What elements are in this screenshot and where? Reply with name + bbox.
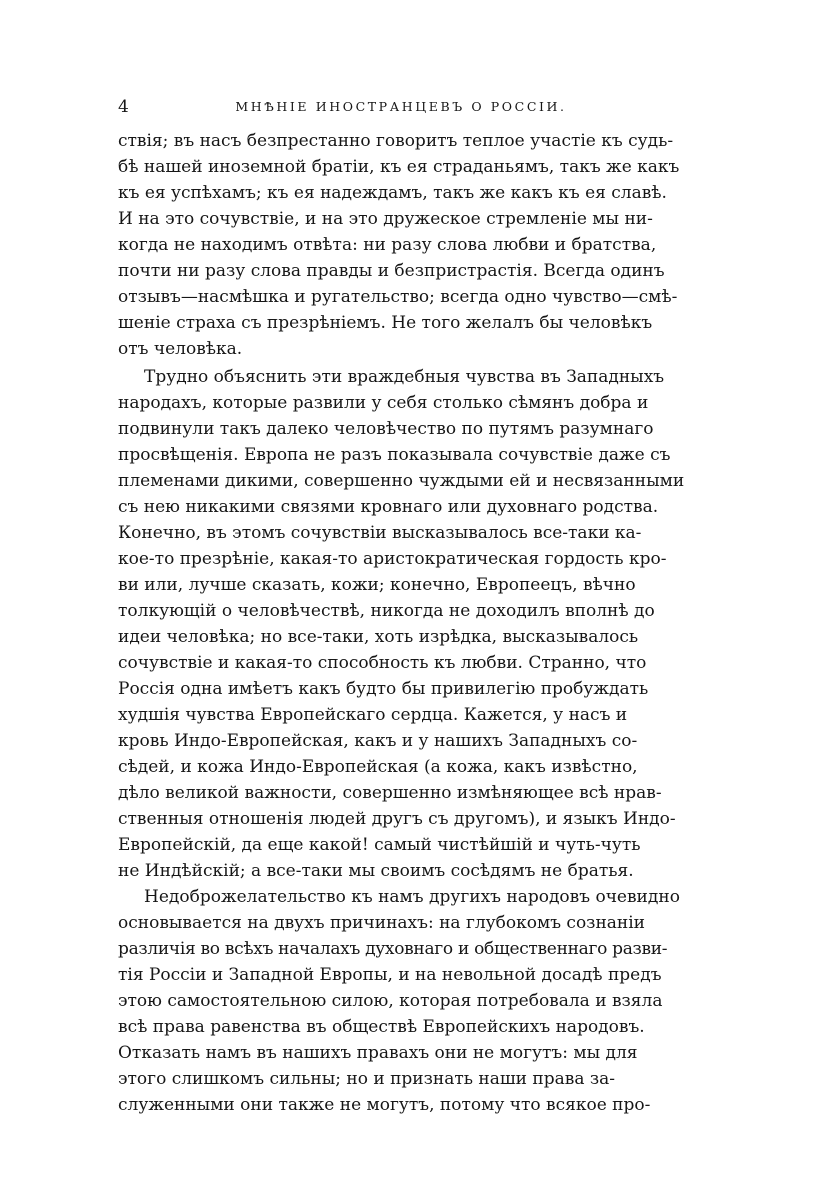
text-line: племенами дикими, совершенно чуждыми ей и несвязанными — [118, 471, 685, 491]
text-line: народахъ, которые развили у себя столько сѣмянъ добра и — [118, 393, 649, 413]
running-header — [118, 96, 684, 118]
text-line: бѣ нашей иноземной братіи, къ ея страданьямъ, такъ же какъ — [118, 157, 680, 177]
text-line: просвѣщенія. Европа не разъ показывала сочувствіе даже съ — [118, 445, 671, 465]
text-line: Конечно, въ этомъ сочувствіи высказывалось все-таки ка- — [118, 523, 642, 543]
paragraph-first-line: Недоброжелательство къ намъ другихъ народовъ очевидно — [144, 887, 680, 907]
body-text — [118, 126, 684, 1126]
text-line: не Индѣйскій; а все-таки мы своимъ сосѣдямъ не братья. — [118, 861, 634, 881]
text-line: кровь Индо-Европейская, какъ и у нашихъ Западныхъ со- — [118, 731, 638, 751]
text-line: отъ человѣка. — [118, 339, 243, 359]
text-line: И на это сочувствіе, и на это дружеское стремленіе мы ни- — [118, 209, 653, 229]
running-title: МНѢНІЕ ИНОСТРАНЦЕВЪ О РОССІИ. — [235, 99, 567, 114]
text-line: идеи человѣка; но все-таки, хоть изрѣдка, высказывалось — [118, 627, 639, 647]
text-line: съ нею никакими связями кровнаго или духовнаго родства. — [118, 497, 659, 517]
text-line: кое-то презрѣніе, какая-то аристократическая гордость кро- — [118, 549, 667, 569]
text-line: ви или, лучше сказать, кожи; конечно, Европеецъ, вѣчно — [118, 575, 636, 595]
text-line: къ ея успѣхамъ; къ ея надеждамъ, такъ же какъ къ ея славѣ. — [118, 183, 667, 203]
text-line: сѣдей, и кожа Индо-Европейская (а кожа, какъ извѣстно, — [118, 757, 638, 777]
text-line: тія Россіи и Западной Европы, и на невольной досадѣ предъ — [118, 965, 662, 985]
text-line: основывается на двухъ причинахъ: на глубокомъ сознаніи — [118, 913, 646, 933]
text-line: дѣло великой важности, совершенно измѣняющее всѣ нрав- — [118, 783, 662, 803]
text-line: шеніе страха съ презрѣніемъ. Не того желалъ бы человѣкъ — [118, 313, 653, 333]
text-line: почти ни разу слова правды и безпристрастія. Всегда одинъ — [118, 261, 665, 281]
text-line: отзывъ—насмѣшка и ругательство; всегда одно чувство—смѣ- — [118, 287, 678, 307]
text-line: сочувствіе и какая-то способность къ любви. Странно, что — [118, 653, 647, 673]
text-line: этого слишкомъ сильны; но и признать наши права за- — [118, 1069, 616, 1089]
text-line: Отказать намъ въ нашихъ правахъ они не могутъ: мы для — [118, 1043, 638, 1063]
text-line: Европейскій, да еще какой! самый чистѣйшій и чуть-чуть — [118, 835, 641, 855]
text-line: Россія одна имѣетъ какъ будто бы привилегію пробуждать — [118, 679, 649, 699]
page-number: 4 — [118, 97, 129, 117]
text-line: служенными они также не могутъ, потому что всякое про- — [118, 1095, 651, 1115]
text-line: этою самостоятельною силою, которая потребовала и взяла — [118, 991, 663, 1011]
text-line: различія во всѣхъ началахъ духовнаго и общественнаго разви- — [118, 939, 668, 959]
text-line: худшія чувства Европейскаго сердца. Кажется, у насъ и — [118, 705, 628, 725]
text-line: ственныя отношенія людей другъ съ другомъ), и языкъ Индо- — [118, 809, 676, 829]
paragraph-first-line: Трудно объяснить эти враждебныя чувства въ Западныхъ — [144, 367, 665, 387]
text-line: всѣ права равенства въ обществѣ Европейскихъ народовъ. — [118, 1017, 645, 1037]
text-line: ствія; въ насъ безпрестанно говоритъ теплое участіе къ судь- — [118, 131, 674, 151]
text-line: толкующій о человѣчествѣ, никогда не доходилъ вполнѣ до — [118, 601, 655, 621]
text-line: подвинули такъ далеко человѣчество по путямъ разумнаго — [118, 419, 654, 439]
text-line: когда не находимъ отвѣта: ни разу слова любви и братства, — [118, 235, 657, 255]
